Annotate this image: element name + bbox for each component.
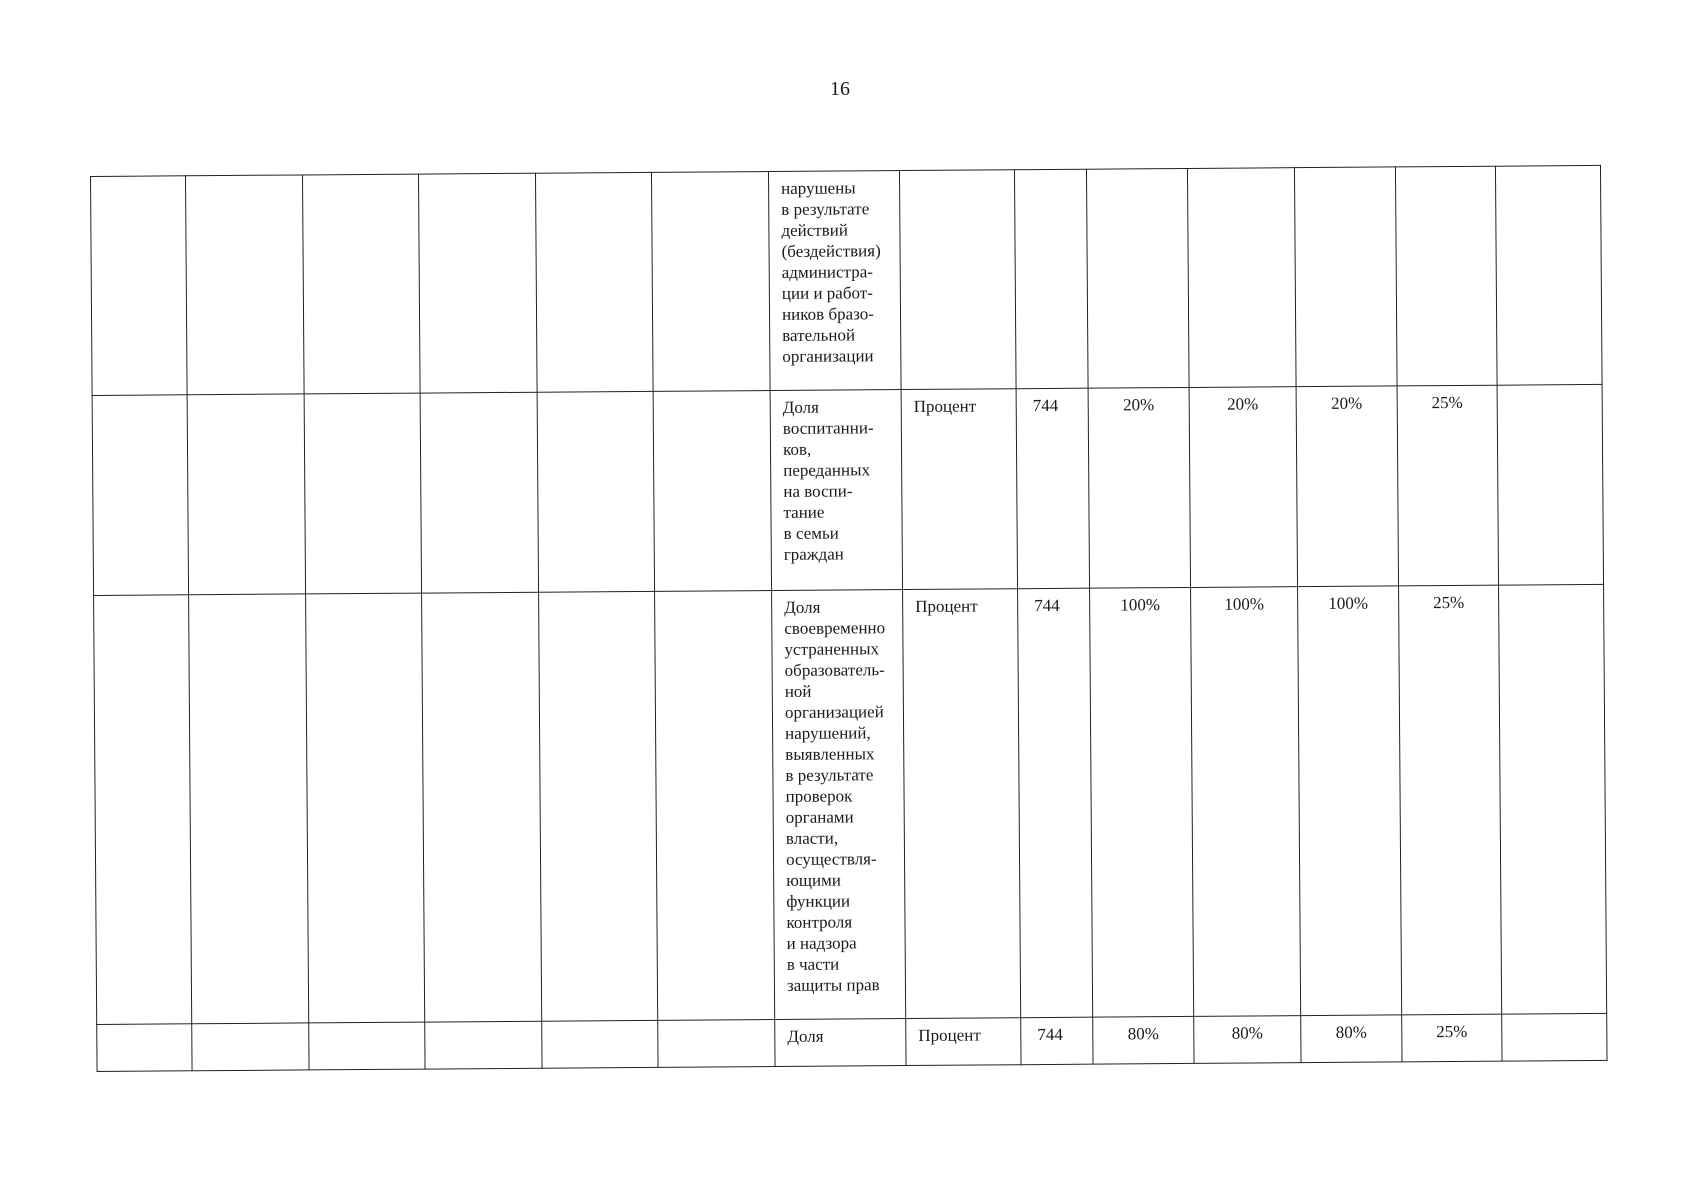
unit-cell: Процент xyxy=(901,389,1017,590)
empty-cell xyxy=(91,176,188,396)
indicator-name-line: контроля xyxy=(786,912,853,932)
indicator-name-cell xyxy=(770,390,902,591)
empty-cell xyxy=(189,594,309,1024)
indicator-name-line: действий xyxy=(781,220,848,240)
empty-cell xyxy=(1497,384,1603,585)
indicator-name-line: Доля xyxy=(787,1026,824,1046)
empty-cell xyxy=(304,393,421,594)
indicator-name-line: своевременно xyxy=(784,618,886,638)
value-cell: 100% xyxy=(1298,586,1402,1016)
indicator-name-line: в результате xyxy=(781,199,870,219)
empty-cell xyxy=(653,391,771,592)
indicator-name-line: Доля xyxy=(782,397,819,417)
value-cell: 80% xyxy=(1301,1015,1402,1063)
value-cell: 100% xyxy=(1191,587,1301,1017)
empty-cell xyxy=(302,174,420,394)
empty-cell xyxy=(655,591,775,1021)
empty-cell xyxy=(1502,1013,1607,1061)
value-cell xyxy=(1294,167,1397,387)
indicator-name-line: нарушений, xyxy=(785,723,871,743)
indicator-name-line: граждан xyxy=(783,544,844,564)
indicator-name-cell xyxy=(775,1019,906,1067)
code-cell: 744 xyxy=(1021,1017,1093,1065)
empty-cell xyxy=(309,1022,425,1070)
unit-cell xyxy=(899,170,1016,390)
value-cell: 25% xyxy=(1399,585,1502,1015)
empty-cell xyxy=(425,1021,542,1069)
indicator-name-line: проверок xyxy=(785,786,853,806)
indicator-name-cell xyxy=(768,171,901,391)
empty-cell xyxy=(92,395,188,596)
empty-cell xyxy=(658,1020,775,1068)
value-cell: 100% xyxy=(1090,587,1194,1017)
indicator-name-line: образователь- xyxy=(784,660,885,680)
indicator-name-line: устраненных xyxy=(784,639,880,659)
unit-cell: Процент xyxy=(903,589,1021,1019)
empty-cell xyxy=(539,591,658,1021)
empty-cell xyxy=(1499,584,1607,1014)
empty-cell xyxy=(535,172,653,392)
indicator-name-line: ции и работ- xyxy=(781,283,873,303)
empty-cell xyxy=(97,1024,192,1072)
indicator-table-sheet xyxy=(90,165,1608,1072)
empty-cell xyxy=(186,175,305,395)
indicator-name-line: функции xyxy=(786,891,851,911)
empty-cell xyxy=(420,392,538,593)
code-cell: 744 xyxy=(1016,388,1089,589)
indicator-name-line: в части xyxy=(786,954,840,974)
indicator-name-line: тание xyxy=(783,502,825,522)
indicator-name-line: на воспи- xyxy=(783,481,853,501)
empty-cell xyxy=(306,593,425,1023)
indicator-name-line: в семьи xyxy=(783,523,839,543)
value-cell: 25% xyxy=(1397,385,1498,586)
code-cell: 744 xyxy=(1018,588,1093,1018)
indicator-name-line: организации xyxy=(782,346,874,366)
indicator-name-line: власти, xyxy=(785,828,839,848)
empty-cell xyxy=(537,391,654,592)
indicator-name-line: Доля xyxy=(784,597,821,617)
indicator-name-line: ников бразо- xyxy=(781,304,874,324)
table-row xyxy=(97,1013,1607,1071)
empty-cell xyxy=(1495,165,1602,385)
value-cell xyxy=(1395,166,1497,386)
value-cell: 20% xyxy=(1189,387,1297,588)
empty-cell xyxy=(192,1023,309,1071)
indicator-name-line: администра- xyxy=(781,262,873,282)
indicator-table xyxy=(90,165,1608,1072)
value-cell: 20% xyxy=(1296,386,1398,587)
indicator-name-line: выявленных xyxy=(785,744,875,764)
indicator-name-line: организацией xyxy=(784,702,884,722)
indicator-name-line: переданных xyxy=(783,460,871,480)
table-row xyxy=(94,584,1607,1024)
empty-cell xyxy=(94,595,192,1025)
page-number: 16 xyxy=(830,78,850,100)
indicator-name-line: и надзора xyxy=(786,933,857,953)
empty-cell xyxy=(651,172,770,392)
table-row xyxy=(91,165,1603,395)
indicator-name-line: ющими xyxy=(786,870,842,890)
indicator-name-line: нарушены xyxy=(781,178,856,198)
value-cell: 80% xyxy=(1093,1016,1194,1064)
indicator-name-line: ной xyxy=(784,681,812,701)
indicator-name-line: осуществля- xyxy=(785,849,877,869)
empty-cell xyxy=(187,394,305,595)
empty-cell xyxy=(422,592,542,1022)
table-row xyxy=(92,384,1603,595)
indicator-name-line: защиты прав xyxy=(786,975,880,995)
unit-cell: Процент xyxy=(906,1018,1021,1066)
empty-cell xyxy=(542,1020,658,1068)
value-cell xyxy=(1187,168,1296,388)
indicator-name-line: вательной xyxy=(782,325,856,345)
value-cell: 80% xyxy=(1194,1016,1301,1064)
value-cell: 25% xyxy=(1402,1014,1502,1062)
indicator-name-line: воспитанни- xyxy=(782,418,874,438)
value-cell: 20% xyxy=(1088,387,1190,588)
indicator-name-line: в результате xyxy=(785,765,874,785)
value-cell xyxy=(1086,168,1189,388)
empty-cell xyxy=(418,173,537,393)
indicator-name-line: органами xyxy=(785,807,854,827)
indicator-name-line: (бездействия) xyxy=(781,241,881,261)
indicator-name-line: ков, xyxy=(782,439,812,459)
code-cell xyxy=(1014,169,1088,389)
indicator-name-cell xyxy=(772,590,906,1020)
